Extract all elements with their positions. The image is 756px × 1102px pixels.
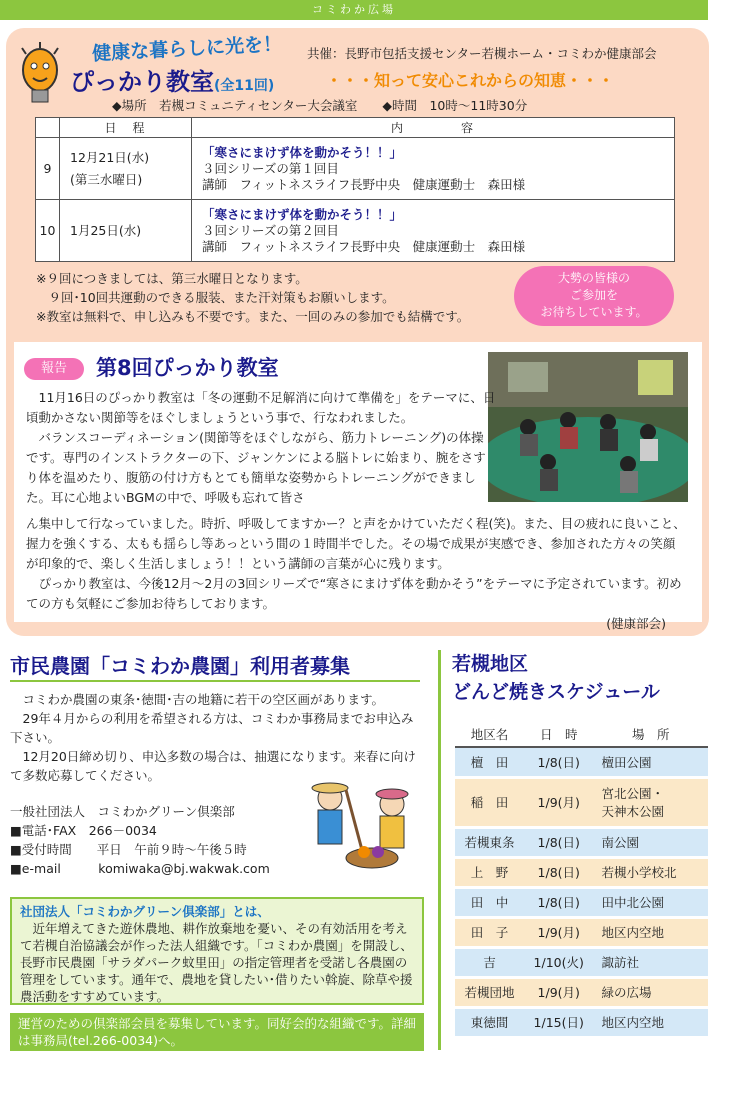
table-row: 稲 田 1/9(月) 宮北公園・ 天神木公園 bbox=[455, 777, 708, 827]
cosponsor-text: 共催：長野市包括支援センター若槻ホーム・コミわか健康部会 bbox=[307, 46, 657, 61]
class-subtitle: 健康な暮らしに光を！ bbox=[91, 33, 283, 65]
dondo-heading: 若槻地区 どんど焼きスケジュール bbox=[452, 653, 660, 703]
table-row: 10 1月25日(水) 「寒さにまけず体を動かそう！！」 ３回シリーズの第２回目 講師 フィットネスライフ長野中央 健康運動士 森田様 bbox=[36, 200, 675, 262]
divider bbox=[10, 680, 420, 682]
class-title: ぴっかり教室(全11回) bbox=[70, 68, 275, 96]
lightbulb-mascot-icon bbox=[18, 40, 62, 110]
section-banner: コミわか広場 bbox=[0, 0, 708, 20]
table-row: 上 野 1/8(日) 若槻小学校北 bbox=[455, 857, 708, 887]
farm-body: コミわか農園の東条･徳間･吉の地籍に若干の空区画があります。 29年４月からの利用を希望される方は、コミわか事務局までお申込み下さい。 12月20日締め切り、申込多数の場合は、抽選になります。来春に向けて多数応募してください。 bbox=[10, 692, 416, 783]
club-info-box: 社団法人「コミわかグリーン倶楽部」とは、 近年増えてきた遊休農地、耕作放棄地を憂い、その有効活用を考えて若槻自治協議会が作った法人組織です。「コミわか農園」を開設し、長野市民農園「サラダパーク蚊里田」の指定管理者を受諾し各農園の管理をしています。通年で、農地を貸したい･借りたい斡旋、除草や援農活動をすすめています。 bbox=[10, 897, 424, 1005]
table-row: 吉 1/10(火) 諏訪社 bbox=[455, 947, 708, 977]
table-header: 日 時 bbox=[524, 721, 593, 747]
table-header: 地区名 bbox=[455, 721, 524, 747]
tagline: ・・・知って安心これからの知恵・・・ bbox=[326, 71, 615, 90]
farm-contact: 一般社団法人 コミわかグリーン倶楽部 ■電話･FAX 266－0034 ■受付時間 平日 午前９時～午後５時 ■e-mail komiwaka@bj.wakwak.com bbox=[10, 804, 270, 876]
farm-heading: 市民農園「コミわか農園」利用者募集 bbox=[10, 654, 350, 678]
report-badge: 報告 bbox=[24, 358, 84, 380]
place-time-info: ◆場所 若槻コミュニティセンター大会議室 ◆時間 10時～11時30分 bbox=[112, 98, 528, 113]
report-body: 11月16日のぴっかり教室は「冬の運動不足解消に向けて準備を」をテーマに、日頃動かさない関節等をほぐしましょうという事で、行なわれました。 バランスコーディネーション(関節等をほぐしながら、筋力トレーニング)の体操です。専門のインストラクターの下、ジャンケンによる脳トレに始まり、腕をさすり体を温めたり、腹筋の付け方もとても簡単な姿勢からトレーニングができました。耳に心地よいBGMの中で、呼吸も忘れて皆さ bbox=[26, 390, 496, 505]
club-recruit-banner: 運営のための倶楽部会員を募集しています。同好会的な組織です。詳細は事務局(tel.266-0034)へ。 bbox=[10, 1013, 424, 1051]
table-row: 田 中 1/8(日) 田中北公園 bbox=[455, 887, 708, 917]
report-title: 第8回ぴっかり教室 bbox=[96, 356, 279, 380]
table-header: 内 容 bbox=[192, 118, 675, 138]
divider bbox=[438, 650, 441, 1050]
table-row: 若槻東条 1/8(日) 南公園 bbox=[455, 827, 708, 857]
invite-bubble: 大勢の皆様の ご参加を お待ちしています。 bbox=[514, 266, 674, 326]
dondo-schedule-table bbox=[455, 721, 708, 1039]
table-row: 檀 田 1/8(日) 檀田公園 bbox=[455, 747, 708, 777]
table-row: 若槻団地 1/9(月) 緑の広場 bbox=[455, 977, 708, 1007]
table-row: 田 子 1/9(月) 地区内空地 bbox=[455, 917, 708, 947]
class-schedule-table bbox=[35, 117, 675, 262]
table-header: 場 所 bbox=[593, 721, 708, 747]
table-row: 9 12月21日(水) (第三水曜日) 「寒さにまけず体を動かそう！！」 ３回シリーズの第１回目 講師 フィットネスライフ長野中央 健康運動士 森田様 bbox=[36, 138, 675, 200]
table-header: 日 程 bbox=[60, 118, 192, 138]
farmers-illustration-icon bbox=[292, 780, 432, 872]
report-body-continued: ん集中して行なっていました。時折、呼吸してますかー？と声をかけていただく程(笑)。また、目の疲れに良いこと、握力を強くする、太もも揺らし等あっという間の１時間半でした。その場で成果が実感でき、参加された方々の笑顔が印象的で、楽しく生活しましょう！！という講師の言葉が心に残ります。 ぴっかり教室は、今後12月～2月の3回シリーズで“寒さにまけず体を動かそう”をテーマに予定されています。初めての方も気軽にご参加お待ちしております。 (健康部会) bbox=[26, 516, 686, 631]
table-header bbox=[36, 118, 60, 138]
exercise-class-photo bbox=[488, 352, 688, 502]
table-row: 東徳間 1/15(日) 地区内空地 bbox=[455, 1007, 708, 1037]
class-notes: ※９回につきましては、第三水曜日となります。 ９回･10回共運動のできる服装、また汗対策もお願いします。 ※教室は無料で、申し込みも不要です。また、一回のみの参加でも結構です。 bbox=[36, 271, 470, 324]
